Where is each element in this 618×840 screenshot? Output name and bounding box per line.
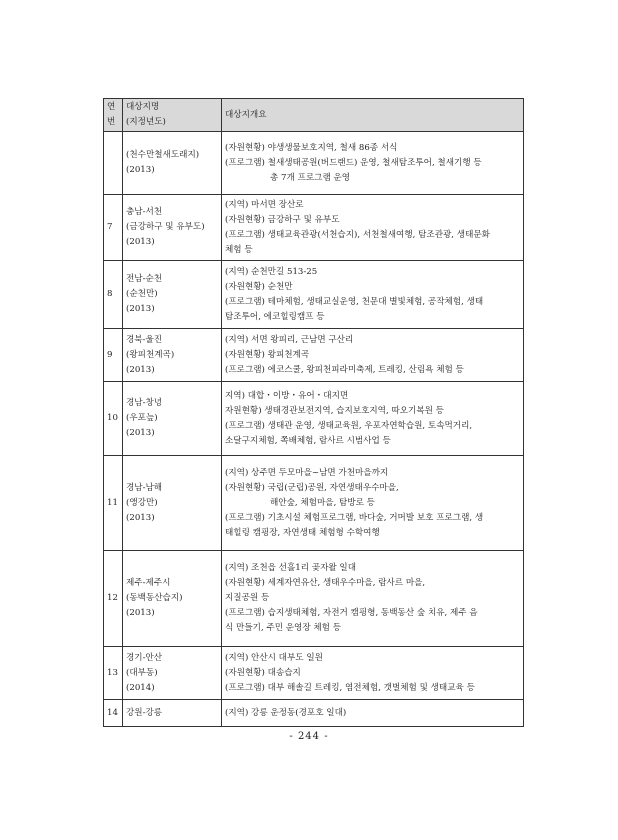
site-description-line: (프로그램) 습지생태체험, 자전거 캠핑형, 동백동산 숲 치유, 제주 음 xyxy=(225,608,478,618)
table-row xyxy=(104,456,524,551)
site-description-line: (지역) 상주면 두모마을~남면 가천마을까지 xyxy=(225,467,389,478)
site-name xyxy=(123,261,222,329)
header-no-line: 번 xyxy=(107,117,116,127)
header-desc: 대상지개요 xyxy=(222,99,524,132)
site-description-line: (자원현황) 야생생물보호지역, 철새 86종 서식 xyxy=(225,142,398,153)
table-row xyxy=(104,195,524,261)
site-description-line: (지역) 강릉 운정동(경포호 일대) xyxy=(225,707,347,718)
site-description-line: (프로그램) 테마체험, 생태교실운영, 천문대 별빛체험, 공작체험, 생태 xyxy=(225,296,484,307)
site-description-line: (자원현황) 국립(군립)공원, 자연생태우수마을, xyxy=(225,482,399,493)
site-description-line: (지역) 안산시 대부도 일원 xyxy=(225,652,323,663)
site-description-line: (프로그램) 생태관 운영, 생태교육원, 우포자연학습원, 토속먹거리, xyxy=(225,420,473,431)
site-name-line: (순천만) xyxy=(126,289,158,299)
site-description-line: 탐조투어, 에코힐링캠프 등 xyxy=(225,311,325,322)
site-description-line: 지질공원 등 xyxy=(225,593,270,603)
header-no-line: 연 xyxy=(107,102,116,112)
row-number: 14 xyxy=(104,700,123,727)
site-name-line: 충남-서천 xyxy=(126,207,163,217)
site-description-line: (자원현황) 세계자연유산, 생태우수마을, 람사르 마을, xyxy=(225,578,426,588)
site-name-line: (2013) xyxy=(126,364,155,375)
site-name-line: (2013) xyxy=(126,304,155,314)
site-name-line: (금강하구 및 유부도) xyxy=(126,222,205,232)
header-name xyxy=(123,99,222,132)
site-description xyxy=(222,551,524,647)
site-name-line: (앵강만) xyxy=(126,497,158,508)
table-row xyxy=(104,551,524,647)
site-description-line: (프로그램) 철새생태공원(버드랜드) 운영, 철새탐조투어, 철새기행 등 xyxy=(225,157,482,168)
table-row xyxy=(104,261,524,329)
site-description-line: (지역) 마서면 장산로 xyxy=(225,199,304,210)
site-name-line: (2013) xyxy=(126,512,155,523)
site-description-line: 지역) 대합・이방・유어・대지면 xyxy=(225,390,349,401)
site-name xyxy=(123,551,222,647)
site-name xyxy=(123,700,222,727)
row-number: 13 xyxy=(104,647,123,700)
table-header-row xyxy=(104,99,524,132)
site-name-line: (대부동) xyxy=(126,667,158,678)
site-name-line: (2013) xyxy=(126,165,155,175)
site-description xyxy=(222,132,524,195)
row-number: 12 xyxy=(104,551,123,647)
site-description xyxy=(222,647,524,700)
table-row xyxy=(104,382,524,456)
site-name-line: (우포늪) xyxy=(126,413,158,423)
site-table xyxy=(103,98,524,727)
site-name xyxy=(123,132,222,195)
site-name-line: 제주-제주시 xyxy=(126,578,171,588)
site-name-line: (왕피천계곡) xyxy=(126,349,175,360)
site-name xyxy=(123,647,222,700)
site-name-line: (2014) xyxy=(126,682,155,693)
site-description-line: (프로그램) 에코스쿨, 왕피천피라미축제, 트레킹, 산림욕 체험 등 xyxy=(225,364,464,375)
site-description-line: (지역) 순천만길 513-25 xyxy=(225,266,318,277)
site-description-line: 태힐링 캠핑장, 자연생태 체험형 수학여행 xyxy=(225,527,380,538)
header-name-line: 대상지명 xyxy=(126,102,160,112)
site-name-line: (2013) xyxy=(126,428,155,438)
header-no xyxy=(104,99,123,132)
site-name-line: (동백동산습지) xyxy=(126,593,183,603)
page-number: - 244 - xyxy=(289,731,329,742)
row-number: 11 xyxy=(104,456,123,551)
row-number xyxy=(104,132,123,195)
table-row xyxy=(104,132,524,195)
site-description-line: 소달구지체험, 쪽배체험, 람사르 시범사업 등 xyxy=(225,435,391,446)
row-number: 7 xyxy=(104,195,123,261)
site-description-line: (자원현황) 금강하구 및 유부도 xyxy=(225,214,340,225)
site-description-line: (프로그램) 생태교육관광(서천습지), 서천철새여행, 탐조관광, 생태문화 xyxy=(225,229,490,240)
site-description-line: 해안숲, 체험마을, 탐방로 등 xyxy=(270,497,375,508)
site-description-line: (지역) 조천읍 선흘1리 곶자왈 일대 xyxy=(225,563,357,573)
table-row xyxy=(104,647,524,700)
row-number: 8 xyxy=(104,261,123,329)
site-name-line: 경기-안산 xyxy=(126,652,163,663)
site-description-line: (프로그램) 기초시설 체험프로그램, 바다숲, 거머발 보호 프로그램, 생 xyxy=(225,512,484,523)
site-name-line: 강원-강릉 xyxy=(126,707,163,718)
site-description xyxy=(222,261,524,329)
table-row xyxy=(104,329,524,382)
site-name-line: 경남-창녕 xyxy=(126,398,163,408)
row-number: 10 xyxy=(104,382,123,456)
site-name xyxy=(123,195,222,261)
site-description-line: (자원현황) 왕피천계곡 xyxy=(225,349,310,360)
site-description xyxy=(222,195,524,261)
site-name-line: 경남-남해 xyxy=(126,482,163,493)
site-name-line: (2013) xyxy=(126,608,155,618)
site-name xyxy=(123,456,222,551)
site-description-line: (자원현황) 순천만 xyxy=(225,281,293,292)
site-name xyxy=(123,382,222,456)
site-description xyxy=(222,382,524,456)
site-description-line: (프로그램) 대부 해솔길 트레킹, 염전체험, 갯벌체험 및 생태교육 등 xyxy=(225,682,475,693)
site-name-line: (2013) xyxy=(126,237,155,247)
site-description xyxy=(222,456,524,551)
site-description-line: 체험 등 xyxy=(225,244,253,255)
site-description-line: 자원현황) 생태경관보전지역, 습지보호지역, 따오기복원 등 xyxy=(225,405,444,416)
site-description-line: (자원현황) 대송습지 xyxy=(225,667,301,678)
site-name-line: 전남-순천 xyxy=(126,274,163,284)
table-row xyxy=(104,700,524,727)
site-description-line: (지역) 서면 왕피리, 근남면 구산리 xyxy=(225,334,354,345)
site-name-line: (천수만철새도래지) xyxy=(126,150,200,160)
header-name-line: (지정년도) xyxy=(126,117,166,127)
site-name xyxy=(123,329,222,382)
site-name-line: 경북-울진 xyxy=(126,334,163,345)
site-description xyxy=(222,329,524,382)
site-description-line: 총 7개 프로그램 운영 xyxy=(270,172,351,183)
site-description xyxy=(222,700,524,727)
row-number: 9 xyxy=(104,329,123,382)
site-description-line: 식 만들기, 주민 운영장 체험 등 xyxy=(225,623,342,633)
